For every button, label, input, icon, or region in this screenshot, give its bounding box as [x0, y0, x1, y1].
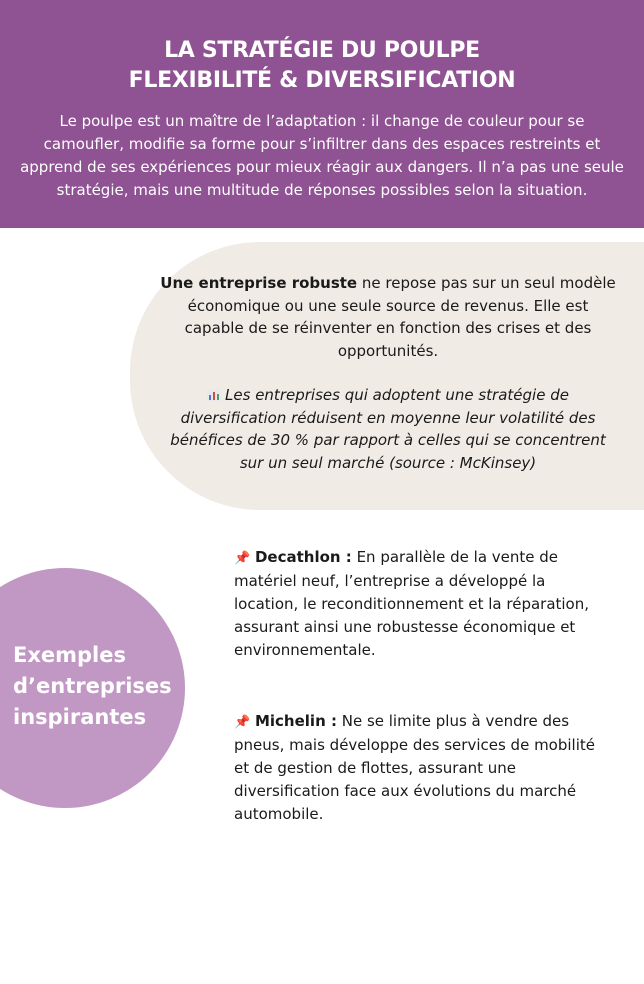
example-text: En parallèle de la vente de matériel neuf, l’entreprise a développé la location, le reconditionnement et la réparation, assurant ainsi une robustesse économique et environnementale.	[234, 548, 590, 659]
pushpin-icon: 📌	[234, 715, 251, 730]
example-michelin	[234, 710, 614, 826]
robust-company-paragraph	[158, 272, 618, 362]
example-text: Ne se limite plus à vendre des pneus, mais développe des services de mobilité et de gestion de flottes, assurant une diversification face aux évolutions du marché automobile.	[234, 712, 595, 823]
pushpin-icon: 📌	[234, 551, 251, 566]
title-line-1: LA STRATÉGIE DU POULPE	[164, 38, 480, 63]
title-line-2: FLEXIBILITÉ & DIVERSIFICATION	[128, 68, 516, 93]
intro-paragraph: Le poulpe est un maître de l’adaptation : il change de couleur pour se camoufler, modifie sa forme pour s’infiltrer dans des espaces restreints et apprend de ses expériences pour mieux réagir aux dangers. Il n’a pas une seule stratégie, mais une multitude de réponses possibles selon la situation.	[20, 112, 624, 199]
example-name: Decathlon :	[254, 548, 352, 566]
header-banner	[0, 0, 644, 228]
examples-label: Exemples d’entreprises inspirantes	[13, 643, 172, 729]
robust-company-text	[158, 272, 618, 474]
example-decathlon	[234, 546, 614, 662]
stat-paragraph	[158, 384, 618, 474]
robust-company-body: ne repose pas sur un seul modèle économique ou une seule source de revenus. Elle est capable de se réinventer en fonction des crises et des opportunités.	[184, 274, 616, 360]
robust-company-bold: Une entreprise robuste	[160, 274, 358, 292]
bar-chart-icon	[207, 389, 221, 401]
stat-text: Les entreprises qui adoptent une stratégie de diversification réduisent en moyenne leur volatilité des bénéfices de 30 % par rapport à celles qui se concentrent sur un seul marché (source : McKinsey)	[170, 386, 606, 472]
page-title	[0, 36, 644, 96]
example-name: Michelin :	[254, 712, 337, 730]
